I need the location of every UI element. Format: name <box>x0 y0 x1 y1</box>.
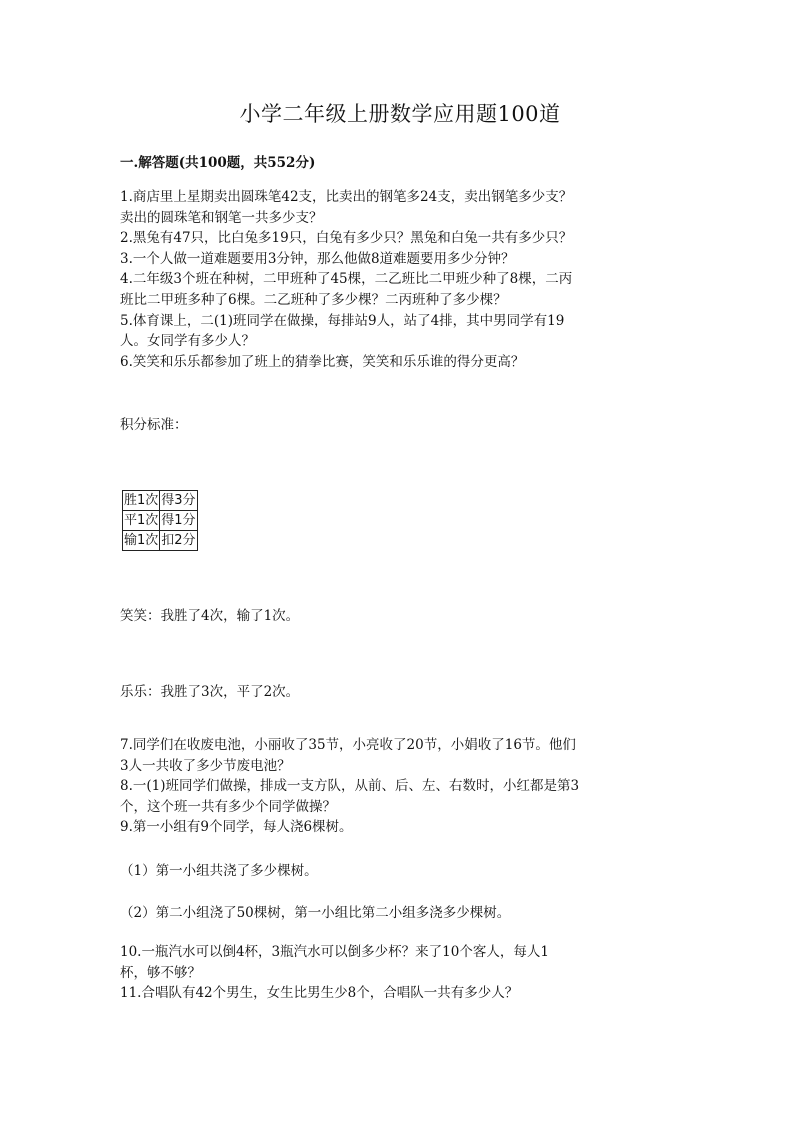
table-cell: 得3分 <box>160 491 197 511</box>
table-cell: 胜1次 <box>123 491 160 511</box>
section-heading: 一.解答题(共100题，共552分) <box>120 155 316 171</box>
problem-line: 卖出的圆珠笔和钢笔一共多少支？ <box>120 209 323 226</box>
problems-block-2 <box>120 735 690 838</box>
problem-line: 个，这个班一共有多少个同学做操？ <box>120 798 336 815</box>
problem-line: 11.合唱队有42个男生，女生比男生少8个，合唱队一共有多少人？ <box>120 985 519 1002</box>
problem-line: 班比二甲班多种了6棵。二乙班种了多少棵？二丙班种了多少棵？ <box>120 291 507 308</box>
sub-question-2: （2）第二小组浇了50棵树，第一小组比第二小组多浇多少棵树。 <box>120 905 511 921</box>
problem-line: 3人一共收了多少节废电池？ <box>120 757 291 774</box>
problems-block-1 <box>120 187 690 372</box>
table-cell: 扣2分 <box>160 531 197 551</box>
problem-line: 1.商店里上星期卖出圆珠笔42支，比卖出的钢笔多24支，卖出钢笔多少支？ <box>120 189 573 205</box>
problem-line: 7.同学们在收废电池，小丽收了35节，小亮收了20节，小娟收了16节。他们 <box>120 737 576 753</box>
problem-line: 6.笑笑和乐乐都参加了班上的猜拳比赛，笑笑和乐乐谁的得分更高？ <box>120 353 525 370</box>
table-row <box>123 511 198 531</box>
lele-result: 乐乐：我胜了3次，平了2次。 <box>120 684 300 700</box>
problem-line: 2.黑兔有47只，比白兔多19只，白兔有多少只？黑兔和白兔一共有多少只？ <box>120 230 573 247</box>
table-row <box>123 531 198 551</box>
problem-line: 8.一(1)班同学们做操，排成一支方队，从前、后、左、右数时，小红都是第3 <box>120 778 580 795</box>
scoring-label: 积分标准： <box>120 417 188 433</box>
table-row <box>123 491 198 511</box>
problem-line: 10.一瓶汽水可以倒4杯，3瓶汽水可以倒多少杯？来了10个客人，每人1 <box>120 944 549 960</box>
problem-line: 3.一个人做一道难题要用3分钟，那么他做8道难题要用多少分钟？ <box>120 250 515 267</box>
table-cell: 输1次 <box>123 531 160 551</box>
problem-line: 人。女同学有多少人？ <box>120 333 255 350</box>
table-cell: 平1次 <box>123 511 160 531</box>
sub-question-1: （1）第一小组共浇了多少棵树。 <box>120 863 318 879</box>
table-cell: 得1分 <box>160 511 197 531</box>
page-title: 小学二年级上册数学应用题100道 <box>239 102 561 126</box>
problem-line: 9.第一小组有9个同学，每人浇6棵树。 <box>120 819 353 836</box>
score-table <box>122 490 198 551</box>
problem-line: 5.体育课上，二(1)班同学在做操，每排站9人，站了4排，其中男同学有19 <box>120 312 565 329</box>
problem-line: 4.二年级3个班在种树，二甲班种了45棵，二乙班比二甲班少种了8棵，二丙 <box>120 271 573 288</box>
problem-line: 杯，够不够？ <box>120 964 201 981</box>
problems-block-3 <box>120 942 690 1004</box>
xiaoxiao-result: 笑笑：我胜了4次，输了1次。 <box>120 608 300 624</box>
